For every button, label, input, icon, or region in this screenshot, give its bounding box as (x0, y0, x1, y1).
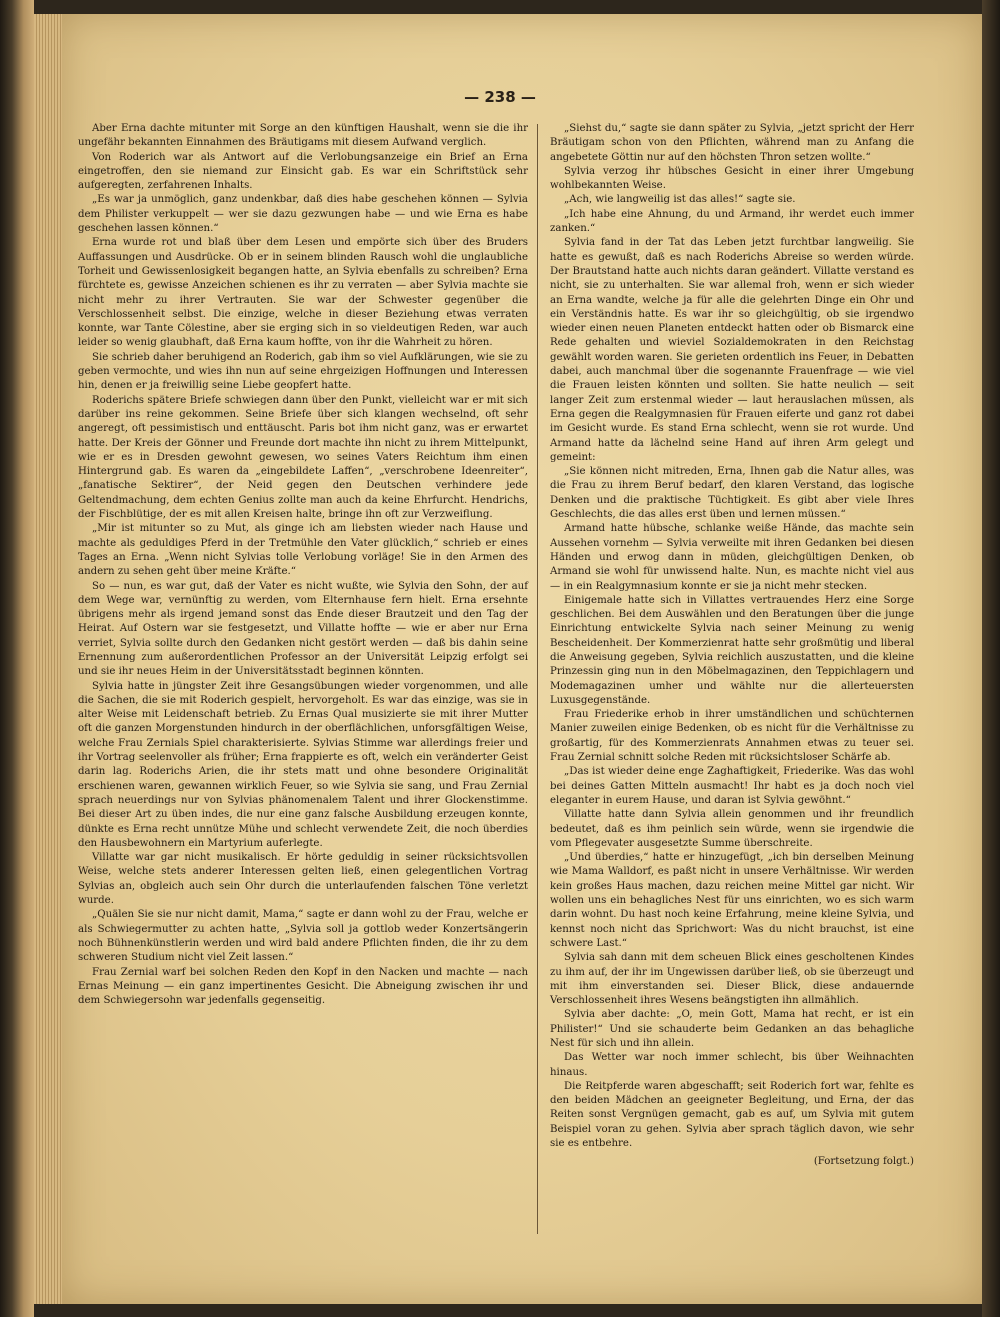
paragraph: „Es war ja unmöglich, ganz undenkbar, daß dies habe geschehen können — Sylvia dem Philister verkuppelt — wer sie dazu gezwungen habe — und wie Erna es habe geschehen lassen können.“ (78, 194, 528, 235)
paragraph: „Das ist wieder deine enge Zaghaftigkeit, Friederike. Was das wohl bei deines Gatten Mitteln ausmacht! Ihr habt es ja doch noch viel eleganter in eurem Hause, und daran ist Sylvia gewöhnt.“ (550, 766, 914, 806)
paragraph: Einigemale hatte sich in Villattes vertrauendes Herz eine Sorge geschlichen. Bei dem Auswählen und den Beratungen über die junge Einrichtung entwickelte Sylvia nach seiner Meinung zu wenig Bescheidenheit. Der Kommerzienrat hatte sehr großmütig und liberal die Anweisung gegeben, Sylvia reichlich auszustatten, und die kleine Prinzessin ging nun in den Möbelmagazinen, den Teppichlagern und Modemagazinen umher und wählte nur die allerteuersten Luxusgegenstände. (550, 594, 914, 706)
paragraph: „Quälen Sie sie nur nicht damit, Mama,“ sagte er dann wohl zu der Frau, welche er als Schwiegermutter zu achten hatte, „Sylvia soll ja gottlob weder Konzertsängerin noch Bühnenkünstlerin werden und wird bald andere Pflichten finden, die ihr zu dem schweren Studium nicht viel Zeit lassen.“ (78, 909, 528, 964)
paragraph: Frau Zernial warf bei solchen Reden den Kopf in den Nacken und machte — nach Ernas Meinung — ein ganz impertinentes Gesicht. Die Abneigung zwischen ihr und dem Schwiegersohn war jedenfalls gegenseitig. (78, 966, 528, 1007)
right-column (550, 122, 914, 1170)
paragraph: Sylvia aber dachte: „O, mein Gott, Mama hat recht, er ist ein Philister!“ Und sie schauderte beim Gedanken an das behagliche Nest für sich und ihn allein. (550, 1009, 914, 1049)
paragraph: Sie schrieb daher beruhigend an Roderich, gab ihm so viel Aufklärungen, wie sie zu geben vermochte, und wies ihn nun auf seine ehrgeizigen Hoffnungen und Interessen hin, denen er ja freiwillig seine Liebe geopfert hatte. (78, 351, 528, 392)
paragraph: „Mir ist mitunter so zu Mut, als ginge ich am liebsten wieder nach Hause und machte als geduldiges Pferd in der Tretmühle den Vater glücklich,“ schrieb er eines Tages an Erna. „Wenn nicht Sylvias tolle Verlobung vorläge! Sie in den Armen des andern zu sehen geht über meine Kräfte.“ (78, 523, 528, 578)
left-column (78, 122, 528, 1008)
paragraph: Die Reitpferde waren abgeschafft; seit Roderich fort war, fehlte es den beiden Mädchen an geeigneter Begleitung, und Erna, der das Reiten sonst Vergnügen gemacht, gab es auf, um Sylvia mit gutem Beispiel voran zu gehen. Sylvia aber sprach täglich davon, wie sehr sie es entbehre. (550, 1080, 914, 1150)
paragraph: Erna wurde rot und blaß über dem Lesen und empörte sich über des Bruders Auffassungen und Ausdrücke. Ob er in seinem blinden Rausch wohl die unglaubliche Torheit und Gewissenlosigkeit begangen hatte, an Sylvia ebenfalls zu schreiben? Erna fürchtete es, gewisse Anzeichen schienen es ihr zu verraten — aber Sylvia machte sie nicht mehr zu ihrer Vertrauten. Sie war der Schwester gegenüber die Verschlossenheit selbst. Die einzige, welche in dieser Beziehung etwas verraten konnte, war Tante Cölestine, aber sie erging sich in so vieldeutigen Reden, war auch leider so wenig glaubhaft, daß Erna kaum hoffte, von ihr die Wahrheit zu hören. (78, 237, 528, 349)
right-edge-shadow (982, 0, 1000, 1317)
paragraph: Villatte hatte dann Sylvia allein genommen und ihr freundlich bedeutet, daß es ihm peinlich sein würde, wenn sie irgendwie die vom Pflegevater ausgesetzte Summe überschreite. (550, 809, 914, 849)
paragraph: „Sie können nicht mitreden, Erna, Ihnen gab die Natur alles, was die Frau zu ihrem Beruf bedarf, den klaren Verstand, das logische Denken und die praktische Tüchtigkeit. Es gibt aber viele Ihres Geschlechts, die das alles erst üben und lernen müssen.“ (550, 466, 914, 521)
paragraph: „Siehst du,“ sagte sie dann später zu Sylvia, „jetzt spricht der Herr Bräutigam schon von den Pflichten, während man zu Anfang die angebetete Göttin nur auf den höchsten Thron setzen wollte.“ (550, 123, 914, 163)
paragraph: „Ach, wie langweilig ist das alles!“ sagte sie. (564, 194, 796, 206)
paragraph: Aber Erna dachte mitunter mit Sorge an den künftigen Haushalt, wenn sie die ihr ungefähr bekannten Einnahmen des Bräutigams mit diesem Aufwand verglich. (78, 123, 528, 149)
paragraph: Sylvia hatte in jüngster Zeit ihre Gesangsübungen wieder vorgenommen, und alle die Sachen, die sie mit Roderich gespielt, hervorgeholt. Es war das einzige, was sie in alter Weise mit Leidenschaft betrieb. Zu Ernas Qual musizierte sie mit ihrer Mutter oft die ganzen Morgenstunden hindurch in der oberflächlichen, unforsgfältigen Weise, welche Frau Zernials Spiel charakterisierte. Sylvias Stimme war allerdings freier und ihr Vortrag seelenvoller als früher; Erna frappierte es oft, welch ein veränderter Geist darin lag. Roderichs Arien, die ihr stets matt und ohne besondere Originalität erschienen waren, gewannen wirklich Feuer, so wie Sylvia sie sang, und Frau Zernial sprach neuerdings nur von Sylvias phänomenalem Talent und ihrer Glockenstimme. Bei dieser Art zu üben indes, die nur eine ganz falsche Ausbildung erzeugen konnte, dünkte es Erna recht unnütze Mühe und schlecht verwendete Zeit, die noch überdies den Hausbewohnern ein Martyrium auferlegte. (78, 680, 528, 849)
paragraph: „Und überdies,“ hatte er hinzugefügt, „ich bin derselben Meinung wie Mama Walldorf, es paßt nicht in unsere Verhältnisse. Wir werden kein großes Haus machen, dazu reichen meine Mittel gar nicht. Wir wollen uns ein behagliches Nest für uns einrichten, wo es sich warm darin wohnt. Du hast noch keine Erfahrung, meine kleine Sylvia, und kennst noch nicht das Sprichwort: Was du nicht brauchst, ist eine schwere Last.“ (550, 852, 914, 949)
paragraph: Sylvia fand in der Tat das Leben jetzt furchtbar langweilig. Sie hatte es gewußt, daß es nach Roderichs Abreise so werden würde. Der Brautstand hatte auch nichts daran geändert. Villatte verstand es nicht, sie zu unterhalten. Sie war allemal froh, wenn er sich wieder an Erna wandte, welche ja für alle die gelehrten Dinge ein Ohr und ein Verständnis hatte. Es war ihr so gleichgültig, ob sie irgendwo wieder einen neuen Planeten entdeckt hatten oder ob Bismarck eine Rede gehalten und wieviel Sozialdemokraten in den Reichstag gewählt worden waren. Sie gerieten ordentlich ins Feuer, in Debatten dabei, auch manchmal über die sogenannte Frauenfrage — wie viel die Frauen leisten könnten und sollten. Sie hatte neulich — seit langer Zeit zum erstenmal wieder — laut herauslachen müssen, als Erna gegen die Realgymnasien für Frauen eiferte und ganz rot dabei im Gesicht wurde. Es stand Erna schlecht, wenn sie rot wurde. Und Armand hatte da lächelnd seine Hand auf ihren Arm gelegt und gemeint: (550, 237, 914, 463)
paragraph: Sylvia verzog ihr hübsches Gesicht in einer ihrer Umgebung wohlbekannten Weise. (550, 165, 914, 192)
paragraph: So — nun, es war gut, daß der Vater es nicht wußte, wie Sylvia den Sohn, der auf dem Wege war, vernünftig zu werden, vom Elternhause fern hielt. Erna ersehnte übrigens mehr als irgend jemand sonst das Ende dieser Brautzeit und den Tag der Heirat. Auf Ostern war sie festgesetzt, und Villatte hoffte — wie er aber nur Erna verriet, Sylvia sollte durch den Gedanken nicht gestört werden — daß bis dahin seine Ernennung zum außerordentlichen Professor an der Universität Leipzig erfolgt sei und sie ihr neues Heim in der Universitätsstadt beginnen könnten. (78, 580, 528, 678)
paragraph: Das Wetter war noch immer schlecht, bis über Weihnachten hinaus. (550, 1052, 914, 1078)
paragraph: Frau Friederike erhob in ihrer umständlichen und schüchternen Manier zuweilen einige Bedenken, ob es nicht für die Verhältnisse zu großartig, für des Kommerzienrats Annahmen etwas zu teuer sei. Frau Zernial schnitt solche Reden mit rücksichtsloser Schärfe ab. (550, 709, 914, 764)
column-divider (537, 124, 538, 1234)
paragraph: Von Roderich war als Antwort auf die Verlobungsanzeige ein Brief an Erna eingetroffen, den sie niemand zur Einsicht gab. Es war ein Schriftstück sehr aufgeregten, zerfahrenen Inhalts. (78, 151, 528, 192)
left-page-edges (34, 14, 64, 1304)
paragraph: „Ich habe eine Ahnung, du und Armand, ihr werdet euch immer zanken.“ (550, 208, 914, 235)
page-number: — 238 — (464, 88, 536, 106)
book-spine-shadow (0, 0, 34, 1317)
paragraph: Sylvia sah dann mit dem scheuen Blick eines gescholtenen Kindes zu ihm auf, der ihr im Ungewissen darüber ließ, ob sie überzeugt und mit ihm einverstanden sei. Dieser Blick, diese andauernde Verschlossenheit ihres Wesens beängstigten ihn allmählich. (550, 952, 914, 1007)
paragraph: Villatte war gar nicht musikalisch. Er hörte geduldig in seiner rücksichtsvollen Weise, welche stets anderer Interessen gelten ließ, einen gelegentlichen Vortrag Sylvias an, obgleich auch sein Ohr durch die unterlaufenden falschen Töne verletzt wurde. (78, 852, 528, 907)
paragraph: Roderichs spätere Briefe schwiegen dann über den Punkt, vielleicht war er mit sich darüber ins reine gekommen. Seine Briefe über sich klangen wechselnd, oft sehr angeregt, oft pessimistisch und enttäuscht. Paris bot ihm nicht ganz, was er erwartet hatte. Der Kreis der Gönner und Freunde dort machte ihn nicht zu ihrem Mittelpunkt, wie er es in Dresden gewohnt gewesen, wo seines Vaters Reichtum ihm einen Hintergrund gab. Es waren da „eingebildete Laffen“, „verschrobene Ideenreiter“, „fanatische Sektirer“, der Neid gegen den Deutschen verhindere jede Geltendmachung, dem echten Genius zollte man auch da keine Ehrfurcht. Hendrichs, der Fischblütige, der es mit allen Kreisen halte, bringe ihn oft zur Verzweiflung. (78, 394, 528, 521)
paragraph: Armand hatte hübsche, schlanke weiße Hände, das machte sein Aussehen vornehm — Sylvia verweilte mit ihren Gedanken bei diesen Händen und erwog dann in müden, gleichgültigen Denken, ob Armand sie wohl für unwissend halte. Nun, es machte nicht viel aus — in ein Realgymnasium konnte er sie ja nicht mehr stecken. (550, 523, 914, 592)
continuation-note: (Fortsetzung folgt.) (813, 1156, 914, 1168)
